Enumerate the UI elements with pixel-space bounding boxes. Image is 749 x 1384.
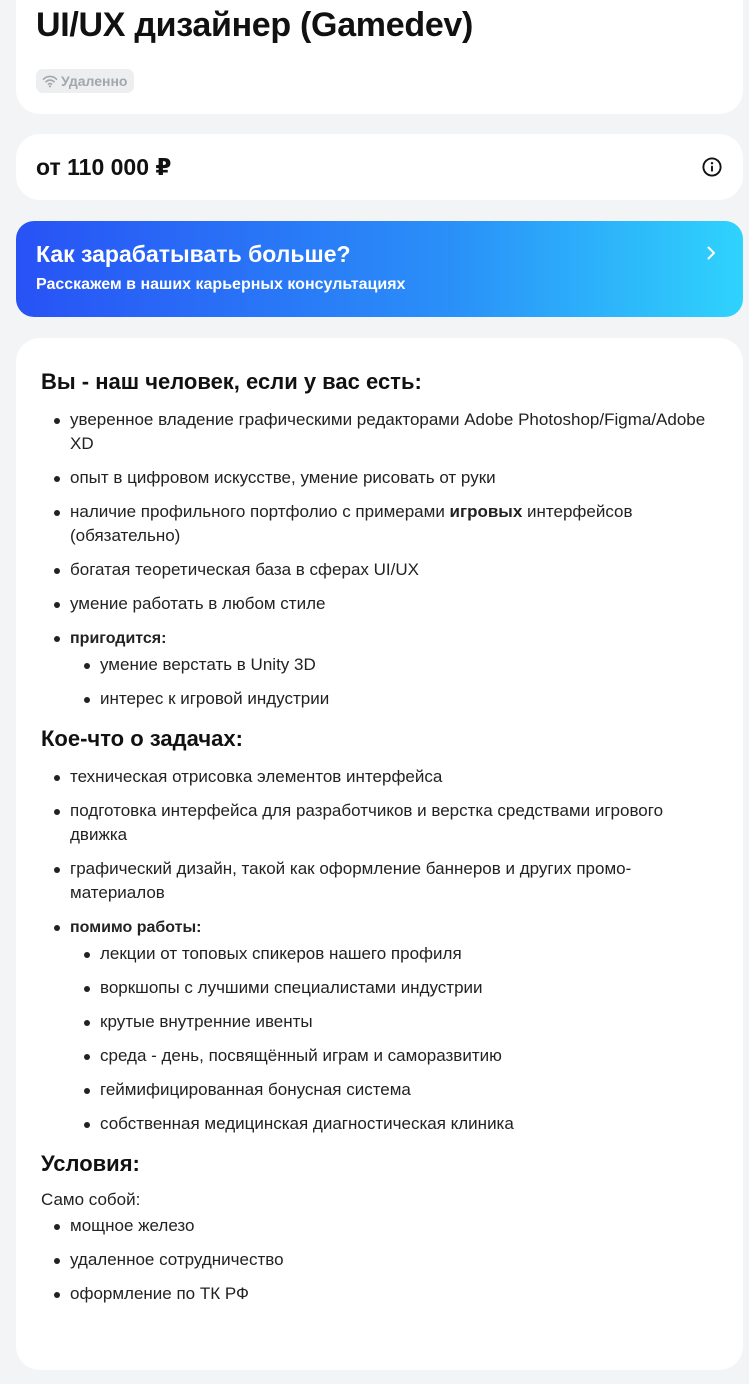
list-item: геймифицированная бонусная система	[70, 1078, 718, 1102]
tasks-heading: Кое-что о задачах:	[41, 726, 243, 751]
vacancy-header	[16, 0, 743, 114]
vacancy-description	[16, 338, 743, 1370]
salary-amount: от 110 000 ₽	[36, 154, 172, 180]
list-item: наличие профильного портфолио с примерами игровых интерфейсов (обязательно)	[41, 500, 718, 548]
list-item: техническая отрисовка элементов интерфейса	[41, 765, 718, 789]
list-item: воркшопы с лучшими специалистами индустрии	[70, 976, 718, 1000]
nice-to-have-label: пригодится:	[70, 630, 167, 647]
career-consultation-banner[interactable]	[16, 221, 743, 317]
besides-work-list	[70, 942, 718, 1136]
besides-work-label: помимо работы:	[70, 919, 202, 936]
list-item: умение работать в любом стиле	[41, 592, 718, 616]
conditions-list	[41, 1214, 718, 1306]
promo-title: Как зарабатывать больше?	[36, 241, 351, 267]
chevron-right-icon	[703, 245, 719, 261]
conditions-heading: Условия:	[41, 1151, 140, 1176]
list-item: собственная медицинская диагностическая клиника	[70, 1112, 718, 1136]
requirements-heading: Вы - наш человек, если у вас есть:	[41, 369, 422, 394]
nice-to-have-list	[70, 653, 718, 711]
list-item: оформление по ТК РФ	[41, 1282, 718, 1306]
list-item: умение верстать в Unity 3D	[70, 653, 718, 677]
tasks-list	[41, 765, 718, 1136]
list-item: графический дизайн, такой как оформление баннеров и других промо-материалов	[41, 857, 718, 905]
list-item: уверенное владение графическими редакторами Adobe Photoshop/Figma/Adobe XD	[41, 408, 718, 456]
list-item: крутые внутренние ивенты	[70, 1010, 718, 1034]
list-item: лекции от топовых спикеров нашего профиля	[70, 942, 718, 966]
list-item	[41, 915, 718, 1136]
emphasis-text: игровых	[449, 502, 523, 521]
list-item: богатая теоретическая база в сферах UI/UX	[41, 558, 718, 582]
list-item: среда - день, посвящённый играм и саморазвитию	[70, 1044, 718, 1068]
list-item: интерес к игровой индустрии	[70, 687, 718, 711]
badge-label: Удаленно	[61, 73, 128, 89]
wifi-icon	[42, 74, 58, 88]
list-item	[41, 626, 718, 711]
info-icon[interactable]	[701, 156, 723, 178]
remote-badge	[36, 69, 134, 93]
page-title: UI/UX дизайнер (Gamedev)	[36, 6, 474, 44]
list-item: мощное железо	[41, 1214, 718, 1238]
list-item: подготовка интерфейса для разработчиков и верстка средствами игрового движка	[41, 799, 718, 847]
requirements-list	[41, 408, 718, 711]
list-item: опыт в цифровом искусстве, умение рисовать от руки	[41, 466, 718, 490]
conditions-intro: Само собой:	[41, 1190, 141, 1209]
list-item: удаленное сотрудничество	[41, 1248, 718, 1272]
promo-subtitle: Расскажем в наших карьерных консультациях	[36, 276, 406, 293]
salary-card	[16, 134, 743, 200]
